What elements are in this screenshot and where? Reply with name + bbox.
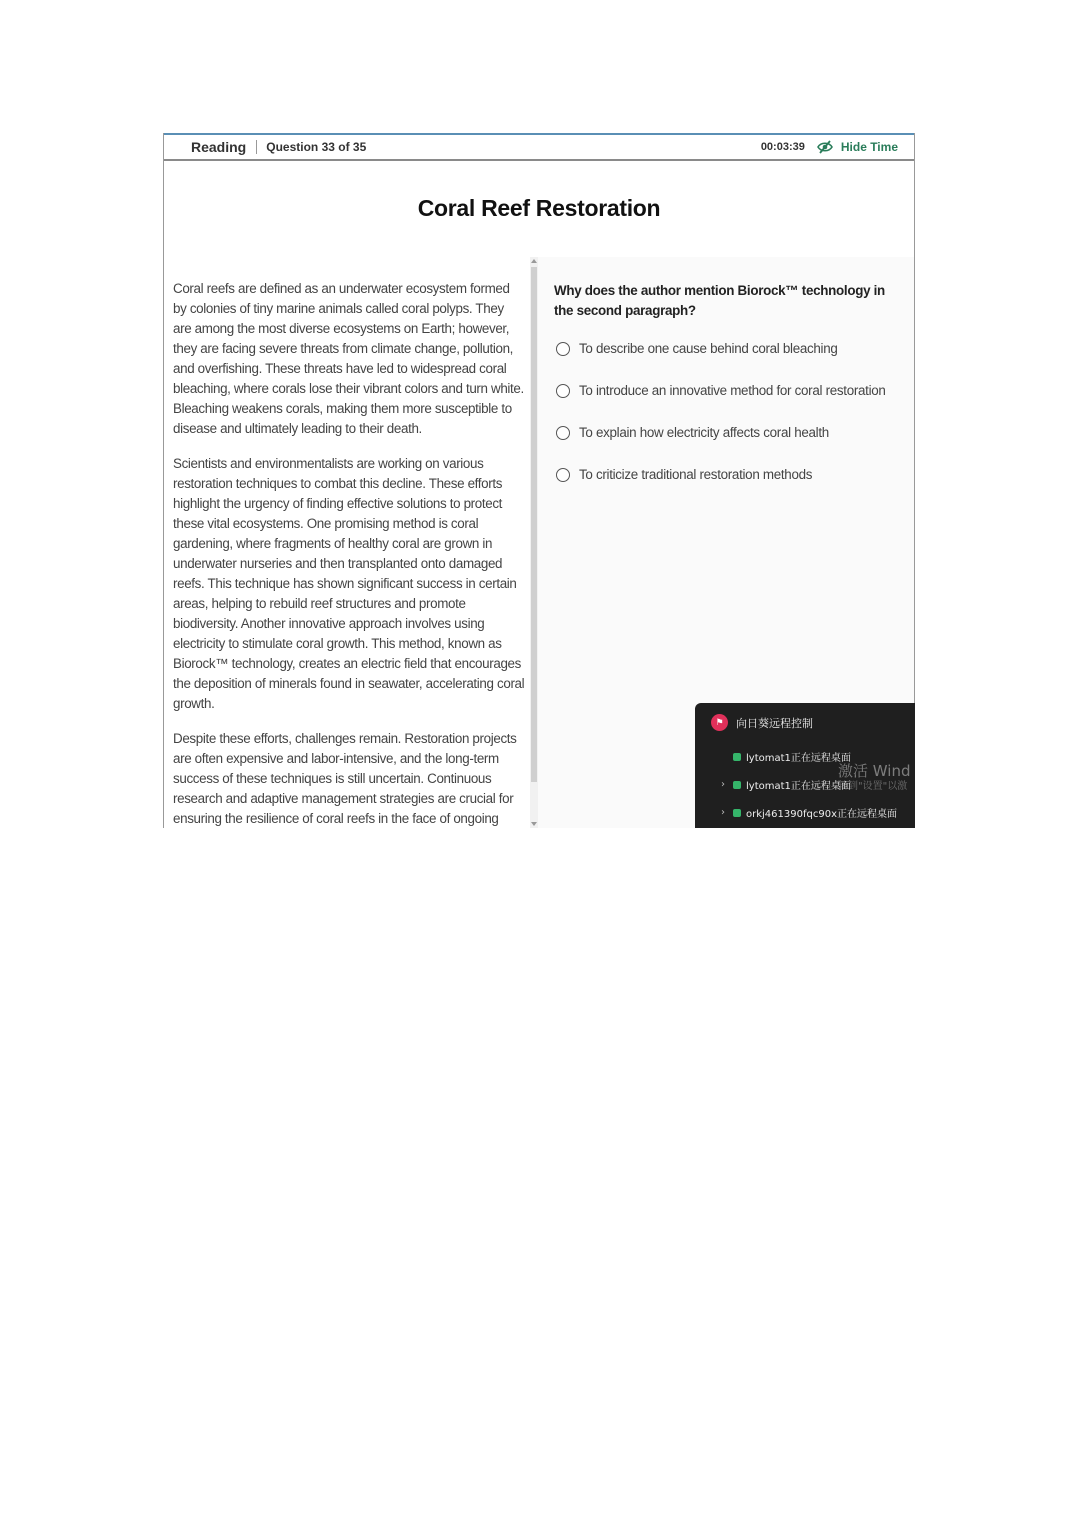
scroll-up-arrow-icon[interactable] [531, 259, 537, 263]
answer-option-4[interactable] [556, 467, 812, 482]
passage-paragraph-3: Despite these efforts, challenges remain. Restoration projects are often expensive and labor-intensive, and the long-term success of these techniques is still uncertain. Continuous research and adaptive management strategies are crucial for ensuring the resilience of coral reefs in the face of ongoing [173, 731, 517, 826]
radio-button[interactable] [556, 342, 570, 356]
popup-header [711, 714, 813, 731]
option-label: To criticize traditional restoration methods [579, 467, 813, 482]
question-prompt: Why does the author mention Biorock™ technology in the second paragraph? [554, 283, 885, 318]
answer-option-3[interactable] [556, 425, 829, 440]
watermark-line-2: 转到"设置"以激 [838, 781, 908, 792]
answer-option-2[interactable] [556, 383, 886, 398]
radio-button[interactable] [556, 384, 570, 398]
chevron-right-icon[interactable]: › [721, 807, 725, 818]
device-icon [733, 809, 741, 817]
option-label: To explain how electricity affects coral health [579, 425, 829, 440]
reading-passage [173, 279, 525, 828]
session-row-1[interactable] [733, 749, 851, 764]
top-bar [164, 133, 914, 161]
answer-option-1[interactable] [556, 341, 838, 356]
watermark-line-1: 激活 Wind [838, 762, 911, 780]
section-name: Reading [191, 139, 247, 155]
session-label: lytomat1正在远程桌面 [746, 781, 851, 792]
passage-paragraph-1: Coral reefs are defined as an underwater ecosystem formed by colonies of tiny marine animals called coral polyps. They are among the most diverse ecosystems on Earth; however, they are facing severe threats from climate change, pollution, and overfishing. These threats have led to widespread coral bleaching, where corals lose their vibrant colors and turn white. Bleaching weakens corals, making them more susceptible to disease and ultimately leading to their death. [173, 281, 524, 436]
activation-watermark [838, 760, 915, 800]
sunflower-logo-icon: ⚑ [711, 714, 728, 731]
passage-title: Coral Reef Restoration [417, 195, 661, 221]
option-label: To describe one cause behind coral bleaching [579, 341, 838, 356]
session-label: orkj461390fqc90x正在远程桌面 [746, 809, 897, 820]
radio-button[interactable] [556, 468, 570, 482]
passage-paragraph-2: Scientists and environmentalists are working on various restoration techniques to combat this decline. These efforts highlight the urgency of finding effective solutions to protect these vital ecosystems. One promising method is coral gardening, where fragments of healthy coral are grown in underwater nurseries and then transplanted onto damaged reefs. This technique has shown significant success in certain areas, helping to rebuild reef structures and promote biodiversity. Another innovative approach involves using electricity to stimulate coral growth. This method, known as Biorock™ technology, creates an electric field that encourages the deposition of minerals found in seawater, accelerating coral growth. [173, 456, 525, 711]
divider [256, 140, 257, 154]
passage-scrollbar[interactable] [530, 257, 538, 828]
question-counter: Question 33 of 35 [266, 140, 367, 154]
device-icon [733, 753, 741, 761]
scroll-down-arrow-icon[interactable] [531, 822, 537, 826]
radio-button[interactable] [556, 426, 570, 440]
eye-hidden-icon[interactable] [817, 140, 833, 154]
session-row-3[interactable] [721, 805, 897, 820]
timer: 00:03:39 [760, 141, 805, 153]
device-icon [733, 781, 741, 789]
session-label: lytomat1正在远程桌面 [746, 753, 851, 764]
session-row-2[interactable] [721, 777, 851, 792]
hide-time-button[interactable]: Hide Time [840, 140, 898, 154]
option-label: To introduce an innovative method for coral restoration [579, 383, 886, 398]
chevron-right-icon[interactable]: › [721, 779, 725, 790]
scroll-thumb[interactable] [531, 267, 537, 782]
popup-title: 向日葵远程控制 [736, 716, 813, 730]
